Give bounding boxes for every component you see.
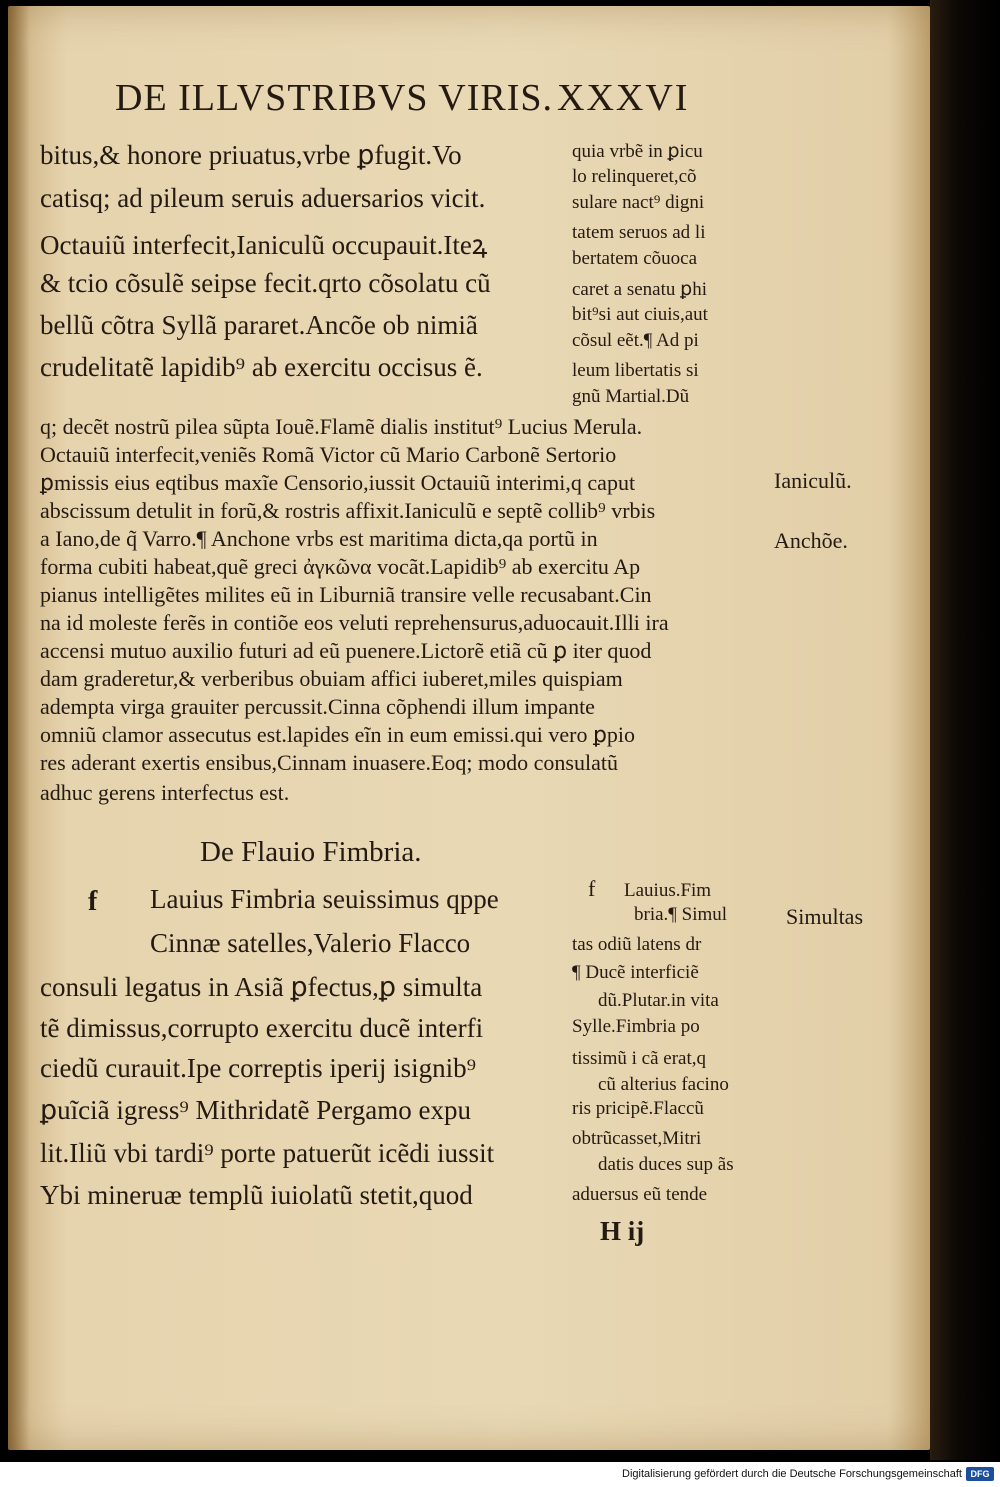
main-text-line: & tcio cõsulẽ seipse fecit.qrto cõsolatu cũ [40, 268, 491, 298]
margin-gloss-line: tatem seruos ad li [572, 222, 706, 243]
running-title: DE ILLVSTRIBVS VIRIS. [115, 77, 553, 119]
main-text-line: catisq; ad pileum seruis aduersarios vicit. [40, 183, 486, 213]
section-text-line: consuli legatus in Asiã ꝑfectus,ꝑ simulta [40, 972, 483, 1002]
book-spine [930, 0, 1000, 1460]
margin-gloss-line: gnũ Martial.Dũ [572, 386, 690, 407]
commentary-line: a Iano,de q̃ Varro.¶ Anchone vrbs est maritima dicta,qa portũ in [40, 526, 598, 551]
margin-gloss-line: tas odiũ latens dr [572, 934, 702, 955]
side-note: Simultas [786, 904, 864, 929]
folio-number: XXXVI [557, 77, 690, 119]
margin-gloss-line: sulare nact⁹ digni [572, 192, 705, 213]
commentary-line: accensi mutuo auxilio futuri ad eũ puenere.Lictorẽ etiã cũ ꝑ iter quod [40, 638, 652, 663]
section-text-line: ciedũ curauit.Ipe correptis iperij isignib⁹ [40, 1053, 477, 1083]
commentary-line: forma cubiti habeat,quẽ greci ἀγκῶνα vocãt.Lapidib⁹ ab exercitu Ap [40, 554, 641, 579]
margin-gloss-line: tissimũ i cã erat,q [572, 1048, 707, 1069]
margin-gloss-line: bria.¶ Simul [634, 904, 728, 925]
section-title: De Flauio Fimbria. [200, 836, 422, 868]
margin-gloss-line: bertatem cõuoca [572, 248, 698, 269]
footer-bar [0, 1462, 1000, 1487]
main-text-line: bitus,& honore priuatus,vrbe ꝑfugit.Vo [40, 140, 462, 170]
section-text-line: ꝑuĩciã igress⁹ Mithridatẽ Pergamo expu [40, 1095, 471, 1125]
margin-guide-letter: f [588, 876, 596, 901]
section-text-line: Cinnæ satelles,Valerio Flacco [150, 928, 471, 958]
commentary-line: q; decẽt nostrũ pilea sũpta Iouẽ.Flamẽ dialis institut⁹ Lucius Merula. [40, 414, 643, 439]
commentary-line: omniũ clamor assecutus est.lapides eĩn in eum emissi.qui vero ꝑpio [40, 722, 636, 747]
margin-gloss-line: cũ alterius facino [598, 1074, 729, 1095]
section-text-line: lit.Iliũ vbi tardi⁹ porte patuerũt icẽdi iussit [40, 1138, 495, 1168]
margin-gloss-line: quia vrbẽ in ꝑicu [572, 141, 703, 162]
commentary-line: adempta virga grauiter percussit.Cinna cõphendi illum impante [40, 694, 595, 719]
margin-gloss-line: ris pricipẽ.Flaccũ [572, 1098, 704, 1119]
margin-gloss-line: lo relinqueret,cõ [572, 166, 697, 187]
margin-gloss-line: caret a senatu ꝑhi [572, 279, 707, 300]
commentary-line: res aderant exertis ensibus,Cinnam inuasere.Eoq; modo consulatũ [40, 750, 618, 775]
main-text-line: bellũ cõtra Syllã pararet.Ancõe ob nimiã [40, 310, 478, 340]
commentary-line: pianus intelligẽtes milites eũ in Liburniã transire velle recusabant.Cin [40, 582, 652, 607]
side-note: Ianiculũ. [774, 468, 852, 493]
main-text-line: Octauiũ interfecit,Ianiculũ occupauit.Iteꝝ [40, 230, 488, 260]
commentary-line: ꝑmissis eius eqtibus maxĩe Censorio,iussit Octauiũ interimi,q caput [40, 470, 636, 495]
margin-gloss-line: cõsul eẽt.¶ Ad pi [572, 330, 699, 351]
guide-letter: f [88, 886, 98, 917]
margin-gloss-line: leum libertatis si [572, 360, 699, 381]
commentary-line: abscissum detulit in forũ,& rostris affixit.Ianiculũ e septẽ collib⁹ vrbis [40, 498, 656, 523]
signature-mark: H ij [600, 1216, 645, 1246]
margin-gloss-line: bit⁹si aut ciuis,aut [572, 304, 708, 325]
side-note: Anchõe. [774, 528, 848, 553]
margin-gloss-line: obtrũcasset,Mitri [572, 1128, 702, 1149]
main-text-line: crudelitatẽ lapidib⁹ ab exercitu occisus ẽ. [40, 352, 483, 382]
funding-credit: Digitalisierung gefördert durch die Deutsche Forschungsgemeinschaft [622, 1468, 962, 1480]
section-text-line: Lauius Fimbria seuissimus qppe [150, 884, 499, 914]
section-text-line: Ybi mineruæ templũ iuiolatũ stetit,quod [40, 1180, 473, 1210]
margin-gloss-line: Sylle.Fimbria po [572, 1016, 700, 1037]
margin-gloss-line: ¶ Ducẽ interficiẽ [572, 962, 699, 983]
margin-gloss-line: Lauius.Fim [624, 880, 712, 901]
margin-gloss-line: dũ.Plutar.in vita [598, 990, 719, 1011]
commentary-line: adhuc gerens interfectus est. [40, 780, 290, 805]
commentary-line: dam graderetur,& verberibus obuiam affici iuberet,miles quispiam [40, 666, 623, 691]
section-text-line: tẽ dimissus,corrupto exercitu ducẽ interfi [40, 1013, 484, 1043]
commentary-line: Octauiũ interfecit,veniẽs Romã Victor cũ Mario Carbonẽ Sertorio [40, 442, 617, 467]
margin-gloss-line: aduersus eũ tende [572, 1184, 708, 1205]
dfg-logo[interactable]: DFG [966, 1467, 994, 1481]
margin-gloss-line: datis duces sup ãs [598, 1154, 734, 1175]
commentary-line: na id moleste ferẽs in contiõe eos veluti reprehensurus,aduocauit.Illi ira [40, 610, 669, 635]
